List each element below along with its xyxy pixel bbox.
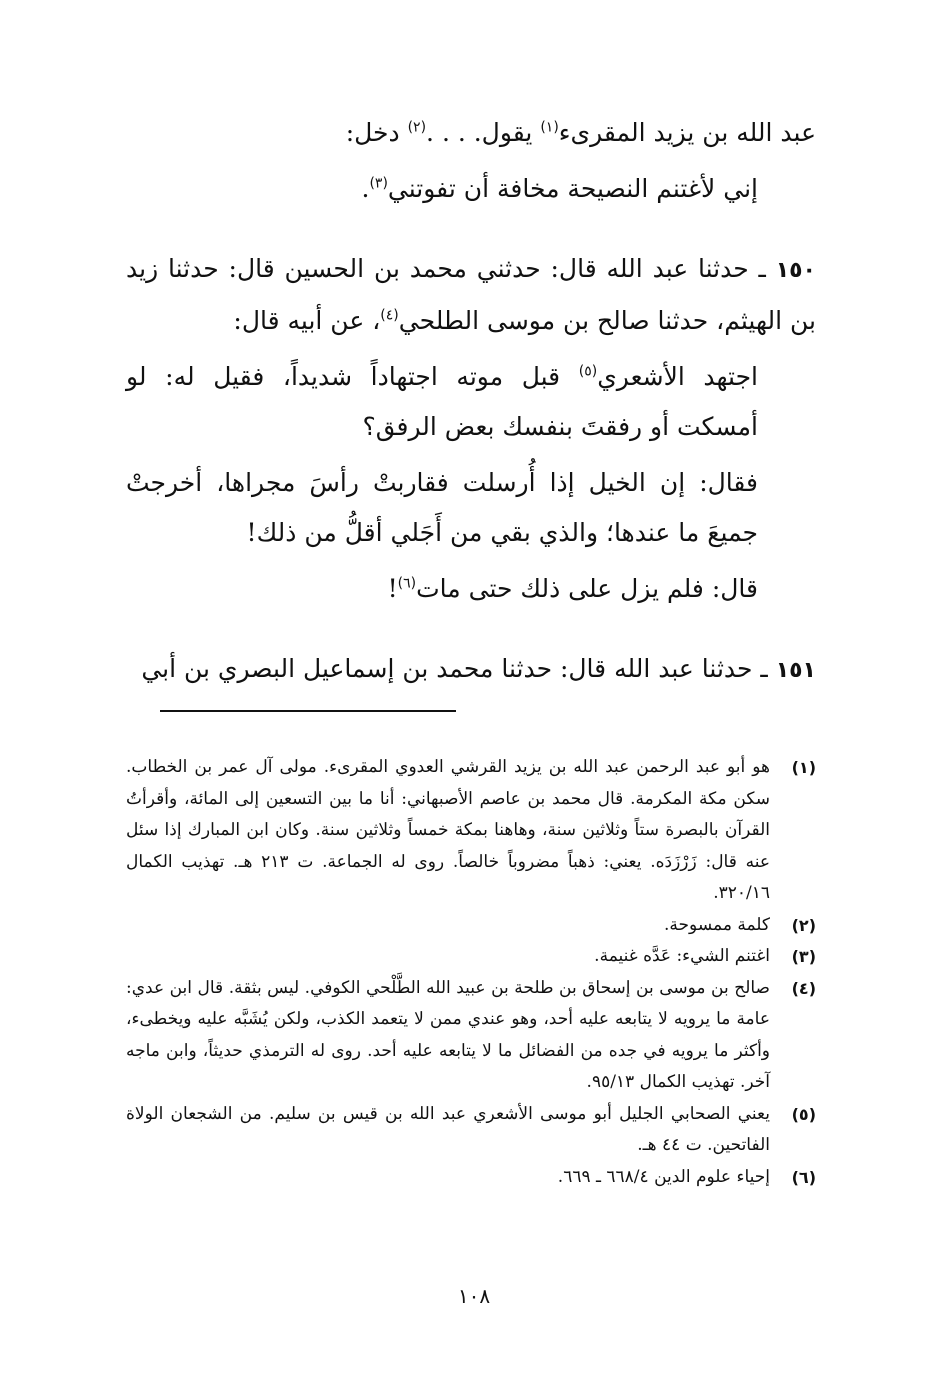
text-run: ـ حدثنا عبد الله قال: حدثنا محمد بن إسماعيل البصري بن أبي <box>141 654 776 683</box>
footnote-number: (٣) <box>791 947 816 966</box>
footnote-item <box>126 910 816 942</box>
page-number: ١٠٨ <box>457 1284 491 1308</box>
text-run: إني لأغتنم النصيحة مخافة أن تفوتني <box>387 174 758 203</box>
paragraph-quote <box>126 164 816 214</box>
footnote-number: (٥) <box>791 1104 816 1124</box>
text-run: قال: فلم يزل على ذلك حتى مات <box>416 574 758 603</box>
text-run: اجتهد الأشعري <box>597 362 758 391</box>
footnote-item <box>126 1099 816 1162</box>
footnote-text: صالح بن موسى بن إسحاق بن طلحة بن عبيد الله الطَّلْحي الكوفي. ليس بثقة. قال ابن عدي: عامة ما يرويه لا يتابعه عليه أحد، وهو عندي ممن لا يتعمد الكذب، ولكن يُشَبَّه عليه ويخطىء، وأكثر ما يرويه في جده من الفضائل ما لا يتابعه عليه أحد. روى له الترمذي حديثاً، وابن ماجه آخر. تهذيب الكمال ٩٥/١٣. <box>126 977 770 1092</box>
main-text <box>126 108 816 696</box>
footnote-ref-6[interactable]: (٦) <box>397 575 417 592</box>
paragraph-opening <box>126 108 816 158</box>
footnote-text: يعني الصحابي الجليل أبو موسى الأشعري عبد الله بن قيس بن سليم. من الشجعان الولاة الفاتحين. ت ٤٤ هـ. <box>126 1103 770 1155</box>
text-run: قبل موته اجتهاداً شديداً، فقيل له: لو أمسكت أو رفقتَ بنفسك بعض الرفق؟ <box>126 362 758 441</box>
paragraph-horses <box>126 458 816 558</box>
footnote-ref-1[interactable]: (١) <box>540 119 559 136</box>
paragraph-ashari <box>126 352 816 452</box>
text-run: ! <box>387 574 398 603</box>
footnote-ref-2[interactable]: (٢) <box>407 119 427 136</box>
text-run: ، عن أبيه قال: <box>233 306 381 335</box>
footnote-item <box>126 1162 816 1194</box>
footnote-ref-4[interactable]: (٤) <box>380 307 399 324</box>
text-run: فقال: إن الخيل إذا أُرسلت فقاربتْ رأسَ مجراها، أخرجتْ جميعَ ما عندها؛ والذي بقي من أَجَلي أقلُّ من ذلك! <box>126 468 758 547</box>
text-run: دخل: <box>345 118 408 147</box>
footnote-item <box>126 941 816 973</box>
hadith-number: ١٥١ <box>775 658 816 683</box>
footnote-text: كلمة ممسوحة. <box>664 914 770 935</box>
footnote-number: (٢) <box>791 915 816 935</box>
footnote-text: إحياء علوم الدين ٦٦٨/٤ ـ ٦٦٩. <box>557 1166 770 1187</box>
hadith-150 <box>126 244 816 346</box>
footnote-item <box>126 973 816 1099</box>
footnote-number: (٤) <box>791 978 816 998</box>
text-run: عبد الله بن يزيد المقرىء <box>558 118 816 147</box>
hadith-number: ١٥٠ <box>775 258 816 283</box>
paragraph-death <box>126 564 816 614</box>
hadith-151 <box>126 644 816 696</box>
footnote-number: (١) <box>791 758 816 777</box>
footnote-text: هو أبو عبد الرحمن عبد الله بن يزيد القرشي العدوي المقرىء. مولى آل عمر بن الخطاب. سكن مكة المكرمة. قال محمد بن عاصم الأصبهاني: أنا ما بين التسعين إلى المائة، وأقرأتُ القرآن بالبصرة ستاً وثلاثين سنة، وهاهنا بمكة خمساً وثلاثين سنة. وكان ابن المبارك إذا سئل عنه قال: زَرْزَدَه. يعني: ذهباً مضروباً خالصاً. روى له الجماعة. ت ٢١٣ هـ. تهذيب الكمال ٣٢٠/١٦. <box>126 757 770 903</box>
footnote-separator <box>160 710 456 712</box>
footnotes <box>126 752 816 1193</box>
footnote-item <box>126 752 816 910</box>
text-run: يقول. . . . <box>426 118 541 147</box>
footnote-ref-3[interactable]: (٣) <box>369 175 388 192</box>
footnote-ref-5[interactable]: (٥) <box>578 363 598 380</box>
text-run: . <box>361 174 370 203</box>
footnote-number: (٦) <box>791 1167 816 1187</box>
footnote-text: اغتنم الشيء: عَدَّه غنيمة. <box>594 946 770 966</box>
text-run: ـ حدثنا عبد الله قال: حدثني محمد بن الحسين قال: حدثنا زيد بن الهيثم، حدثنا صالح بن موسى الطلحي <box>126 254 816 335</box>
